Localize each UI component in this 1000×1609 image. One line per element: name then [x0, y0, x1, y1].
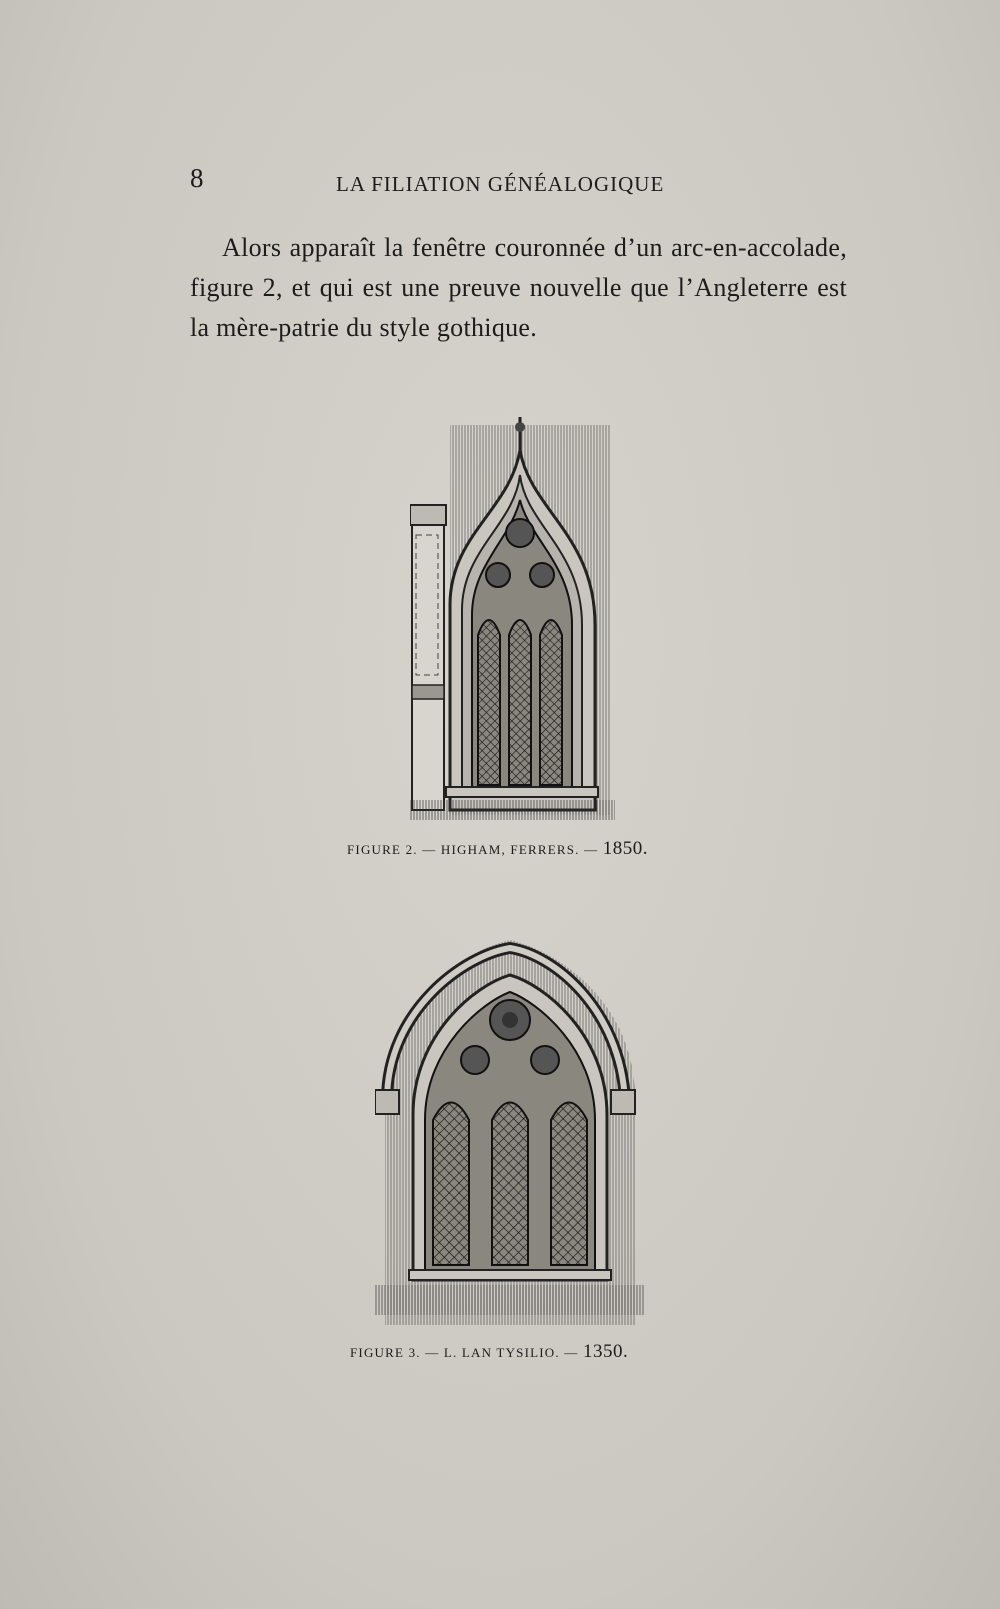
figure-3-year: 1350.	[582, 1341, 629, 1362]
ogee-window-icon	[410, 415, 615, 825]
figure-3-dash-2: —	[564, 1345, 579, 1360]
figure-3-label: FIGURE 3.	[350, 1345, 421, 1360]
figure-3-caption	[350, 1341, 628, 1363]
figure-3-window-engraving	[375, 940, 645, 1325]
figure-2-year: 1850.	[602, 838, 648, 859]
figure-2-place: HIGHAM, FERRERS.	[440, 842, 580, 857]
figure-2-dash: —	[422, 842, 437, 857]
figure-2-label: FIGURE 2.	[347, 842, 418, 857]
running-title: LA FILIATION GÉNÉALOGIQUE	[336, 172, 665, 196]
page-number: 8	[190, 163, 204, 193]
figure-3-dash: —	[425, 1345, 440, 1360]
figure-2-dash-2: —	[584, 842, 599, 857]
body-paragraph: Alors apparaît la fenêtre couronnée d’un arc-en-accolade, figure 2, et qui est une preuve nouvelle que l’Angleterre est la mère-patrie du style gothique.	[190, 233, 847, 342]
figure-2-window-engraving	[410, 415, 615, 825]
figure-3-place: L. LAN TYSILIO.	[443, 1345, 560, 1360]
figure-2-caption	[347, 838, 648, 860]
pointed-window-icon	[375, 940, 645, 1325]
